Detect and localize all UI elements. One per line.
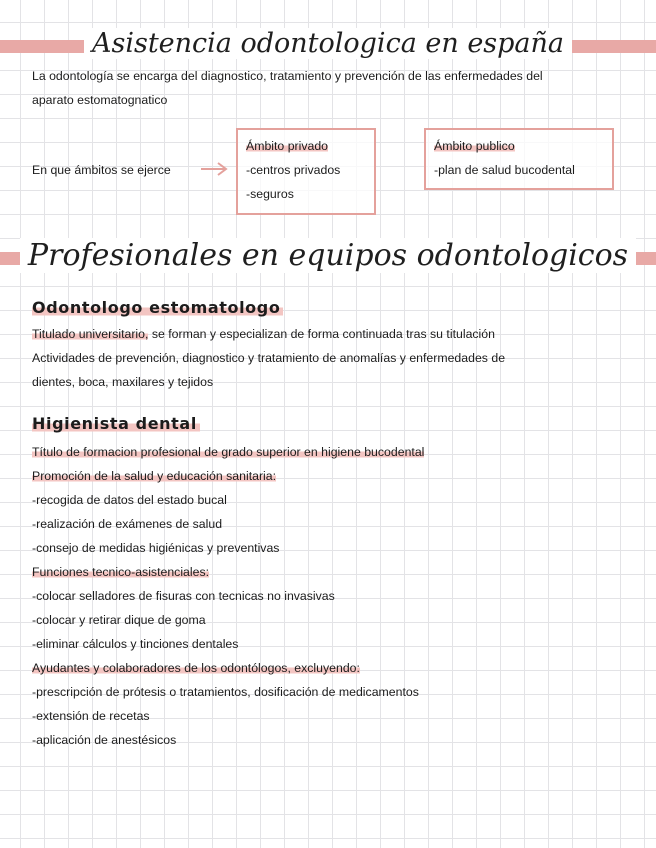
higienista-line [32, 536, 424, 560]
higienista-line-text: -aplicación de anestésicos [32, 733, 177, 747]
higienista-line-highlight: Ayudantes y colaboradores de los odontólogos, excluyendo: [32, 661, 360, 675]
higienista-line-text: -consejo de medidas higiénicas y preventivas [32, 541, 280, 555]
box-ambito-publico [424, 128, 614, 190]
higienista-list [32, 440, 424, 752]
higienista-line-highlight: Funciones tecnico-asistenciales: [32, 565, 210, 579]
odontologo-line-1-rest: se forman y especializan de forma continuada tras su titulación [148, 327, 495, 341]
higienista-line-text: -colocar y retirar dique de goma [32, 613, 206, 627]
higienista-line [32, 440, 424, 464]
higienista-line-text: -recogida de datos del estado bucal [32, 493, 227, 507]
higienista-line [32, 608, 424, 632]
odontologo-line-1 [32, 322, 495, 346]
higienista-line [32, 632, 424, 656]
higienista-line [32, 488, 424, 512]
odontologo-line-1-hl: Titulado universitario, [32, 327, 149, 341]
odontologo-line-3: dientes, boca, maxilares y tejidos [32, 375, 214, 389]
box-ambito-privado [236, 128, 376, 215]
higienista-line [32, 584, 424, 608]
higienista-line-text: -colocar selladores de fisuras con tecnicas no invasivas [32, 589, 335, 603]
higienista-line-highlight: Título de formacion profesional de grado superior en higiene bucodental [32, 445, 425, 459]
higienista-line-highlight: Promoción de la salud y educación sanitaria: [32, 469, 277, 483]
arrow-right-icon [200, 162, 230, 176]
higienista-line-text: -prescripción de prótesis o tratamientos, dosificación de medicamentos [32, 685, 419, 699]
higienista-line-text: -realización de exámenes de salud [32, 517, 223, 531]
box-privado-item: -centros privados [246, 163, 341, 177]
odontologo-line-2: Actividades de prevención, diagnostico y tratamiento de anomalías y enfermedades de [32, 351, 506, 365]
higienista-line [32, 704, 424, 728]
higienista-line [32, 728, 424, 752]
box-privado-item: -seguros [246, 187, 294, 201]
intro-line-1: La odontología se encarga del diagnostico, tratamiento y prevención de las enfermedades del [32, 69, 543, 83]
ambitos-question: En que ámbitos se ejerce [32, 163, 171, 177]
higienista-line-text: -eliminar cálculos y tinciones dentales [32, 637, 239, 651]
higienista-heading: Higienista dental [32, 414, 200, 433]
higienista-line [32, 560, 424, 584]
box-publico-title: Ámbito publico [434, 139, 515, 153]
higienista-line [32, 512, 424, 536]
higienista-line [32, 464, 424, 488]
page-title: Asistencia odontologica en españa [0, 28, 656, 59]
box-publico-item: -plan de salud bucodental [434, 163, 575, 177]
section-title: Profesionales en equipos odontologicos [0, 238, 656, 273]
intro-line-2: aparato estomatognatico [32, 93, 168, 107]
higienista-line-text: -extensión de recetas [32, 709, 150, 723]
higienista-line [32, 680, 424, 704]
box-privado-title: Ámbito privado [246, 139, 329, 153]
higienista-line [32, 656, 424, 680]
odontologo-heading: Odontologo estomatologo [32, 298, 283, 317]
